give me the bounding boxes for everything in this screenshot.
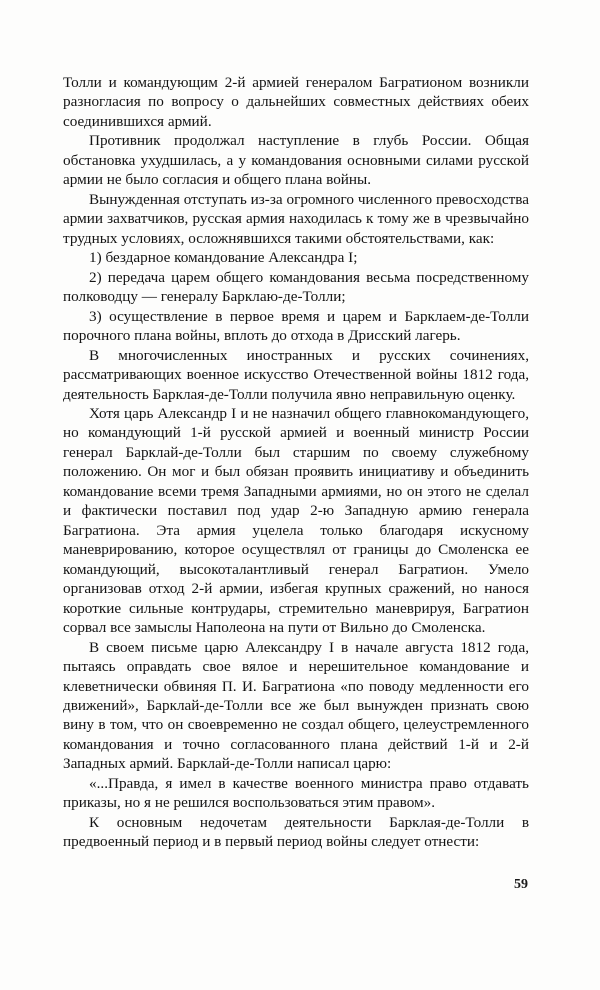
paragraph-4: В многочисленных иностранных и русских сочинениях, рассматривающих военное искусство Отечественной войны 1812 года, деятельность Барклая-де-Толли получила явно неправильную оценку.	[63, 346, 529, 403]
paragraph-6: В своем письме царю Александру I в начале августа 1812 года, пытаясь оправдать свое вялое и нерешительное командование и клеветнически обвиняя П. И. Багратиона «по поводу медленности его движений», Барклай-де-Толли все же был вынужден признать свою вину в том, что он своевременно не создал общего, целеустремленного командования и точно согласованного плана действий 1-й и 2-й Западных армий. Барклай-де-Толли написал царю:	[63, 638, 529, 773]
list-item-3: 3) осуществление в первое время и царем и Барклаем-де-Толли порочного плана войны, вплоть до отхода в Дрисский лагерь.	[63, 307, 529, 345]
body-text	[63, 73, 529, 852]
list-item-1: 1) бездарное командование Александра I;	[89, 249, 358, 267]
page-number: 59	[514, 877, 528, 892]
quote-paragraph: «...Правда, я имел в качестве военного министра право отдавать приказы, но я не решился воспользоваться этим правом».	[63, 774, 529, 812]
paragraph-3: Вынужденная отступать из-за огромного численного превосходства армии захватчиков, русская армия находилась к тому же в чрезвычайно трудных условиях, осложнявшихся такими обстоятельствами, как:	[63, 190, 529, 247]
paragraph-7: К основным недочетам деятельности Барклая-де-Толли в предвоенный период и в первый период войны следует отнести:	[63, 813, 529, 851]
list-item-2: 2) передача царем общего командования весьма посредственному полководцу — генералу Барклаю-де-Толли;	[63, 268, 529, 306]
paragraph-2: Противник продолжал наступление в глубь России. Общая обстановка ухудшилась, а у командования основными силами русской армии не было согласия и общего плана войны.	[63, 132, 529, 189]
paragraph-5: Хотя царь Александр I и не назначил общего главнокомандующего, но командующий 1-й русской армией и военный министр России генерал Барклай-де-Толли был старшим по своему служебному положению. Он мог и был обязан проявить инициативу и объединить командование всеми тремя Западными армиями, но он этого не сделал и фактически поставил под удар 2-ю Западную армию генерала Багратиона. Эта армия уцелела только благодаря искусному маневрированию, которое осуществлял от границы до Смоленска ее командующий, высокоталантливый генерал Багратион. Умело организовав отход 2-й армии, избегая крупных сражений, но нанося короткие сильные контрудары, стремительно маневрируя, Багратион сорвал все замыслы Наполеона на пути от Вильно до Смоленска.	[63, 404, 529, 637]
paragraph-1: Толли и командующим 2-й армией генералом Багратионом возникли разногласия по вопросу о дальнейших совместных действиях обеих соединившихся армий.	[63, 74, 529, 130]
